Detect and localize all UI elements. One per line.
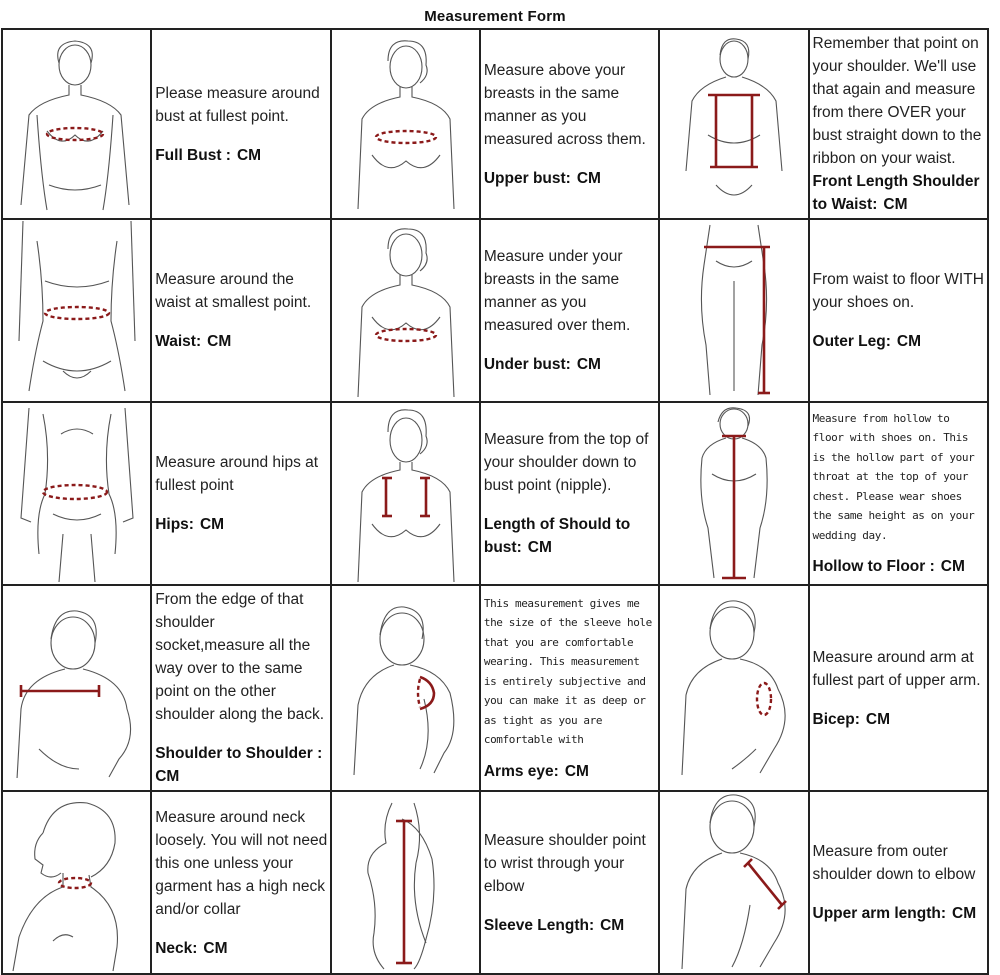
- upper-arm-length-cell: Measure from outer shoulder down to elbow Upper arm length: CM: [809, 791, 988, 974]
- under-bust-figure-icon: [331, 219, 480, 402]
- under-bust-label: Under bust: CM: [483, 356, 601, 373]
- unit-label: CM: [155, 768, 180, 785]
- unit-label: CM: [865, 710, 890, 728]
- table-row: [2, 791, 988, 974]
- upper-bust-label: Upper bust: CM: [483, 169, 601, 187]
- front-length-figure-icon: [659, 29, 808, 219]
- upper-bust-figure-icon: [331, 29, 480, 219]
- hips-figure-icon: [2, 402, 151, 585]
- shoulder-to-shoulder-cell: From the edge of that shoulder socket,measure all the way over to the same point on the other shoulder along the back. Shoulder to Shoulder : CM: [151, 585, 330, 791]
- hollow-to-floor-cell: Measure from hollow to floor with shoes on. This is the hollow part of your throat at the top of your chest. Please wear shoes the same height as on your wedding day. Hollow to Floor : CM: [809, 402, 988, 585]
- unit-label: CM: [527, 539, 552, 556]
- table-row: [2, 219, 988, 402]
- arms-eye-figure-icon: [331, 585, 480, 791]
- unit-label: CM: [940, 558, 965, 576]
- hips-label: Hips: CM: [155, 516, 225, 533]
- table-row: [2, 585, 988, 791]
- form-title: Measurement Form: [424, 8, 566, 25]
- unit-label: CM: [576, 356, 601, 373]
- neck-figure-icon: [2, 791, 151, 974]
- sleeve-length-cell: Measure shoulder point to wrist through your elbow Sleeve Length: CM: [480, 791, 659, 974]
- neck-label: Neck: CM: [155, 939, 228, 957]
- unit-label: CM: [236, 146, 262, 164]
- front-length-cell: Remember that point on your shoulder. We'll use that again and measure from there OVER your bust straight down to the ribbon on your waist. Front Length Shoulder to Waist: CM: [809, 29, 988, 219]
- waist-cell: Measure around the waist at smallest point. Waist: CM: [151, 219, 330, 402]
- table-row: [2, 402, 988, 585]
- unit-label: CM: [199, 516, 225, 533]
- sleeve-length-label: Sleeve Length: CM: [483, 916, 625, 934]
- shoulder-to-shoulder-figure-icon: [2, 585, 151, 791]
- full-bust-label: Full Bust : CM: [155, 146, 262, 164]
- shoulder-to-shoulder-label: Shoulder to Shoulder : CM: [155, 745, 323, 785]
- unit-label: CM: [207, 333, 232, 350]
- outer-leg-figure-icon: [659, 219, 808, 402]
- outer-leg-label: Outer Leg: CM: [812, 333, 921, 350]
- measurement-grid: [1, 28, 989, 975]
- shoulder-to-bust-label: Length of Should to bust: CM: [483, 516, 631, 556]
- full-bust-cell: Please measure around bust at fullest point. Full Bust : CM: [151, 29, 330, 219]
- arms-eye-cell: This measurement gives me the size of the sleeve hole that you are comfortable wearing. This measurement is entirely subjective and you can make it as deep or as tight as you are comfortable with Arms eye: CM: [480, 585, 659, 791]
- unit-label: CM: [564, 762, 589, 780]
- neck-cell: Measure around neck loosely. You will not need this one unless your garment has a high neck and/or collar Neck: CM: [151, 791, 330, 974]
- bicep-label: Bicep: CM: [812, 710, 890, 728]
- upper-bust-cell: Measure above your breasts in the same manner as you measured across them. Upper bust: CM: [480, 29, 659, 219]
- full-bust-figure-icon: [2, 29, 151, 219]
- unit-label: CM: [203, 939, 228, 957]
- bicep-cell: Measure around arm at fullest part of upper arm. Bicep: CM: [809, 585, 988, 791]
- hollow-to-floor-figure-icon: [659, 402, 808, 585]
- upper-arm-length-label: Upper arm length: CM: [812, 905, 977, 922]
- shoulder-to-bust-figure-icon: [331, 402, 480, 585]
- unit-label: CM: [576, 169, 601, 187]
- outer-leg-cell: From waist to floor WITH your shoes on. Outer Leg: CM: [809, 219, 988, 402]
- table-row: [2, 29, 988, 219]
- unit-label: CM: [600, 916, 625, 934]
- unit-label: CM: [952, 905, 977, 922]
- hollow-to-floor-label: Hollow to Floor : CM: [812, 558, 965, 576]
- unit-label: CM: [896, 333, 921, 350]
- hips-cell: Measure around hips at fullest point Hips: CM: [151, 402, 330, 585]
- waist-label: Waist: CM: [155, 333, 232, 350]
- shoulder-to-bust-cell: Measure from the top of your shoulder down to bust point (nipple). Length of Should to bust: CM: [480, 402, 659, 585]
- upper-arm-length-figure-icon: [659, 791, 808, 974]
- unit-label: CM: [883, 196, 908, 213]
- sleeve-length-figure-icon: [331, 791, 480, 974]
- arms-eye-label: Arms eye: CM: [483, 762, 589, 780]
- front-length-label: Front Length Shoulder to Waist: CM: [812, 173, 980, 213]
- under-bust-cell: Measure under your breasts in the same manner as you measured over them. Under bust: CM: [480, 219, 659, 402]
- bicep-figure-icon: [659, 585, 808, 791]
- waist-figure-icon: [2, 219, 151, 402]
